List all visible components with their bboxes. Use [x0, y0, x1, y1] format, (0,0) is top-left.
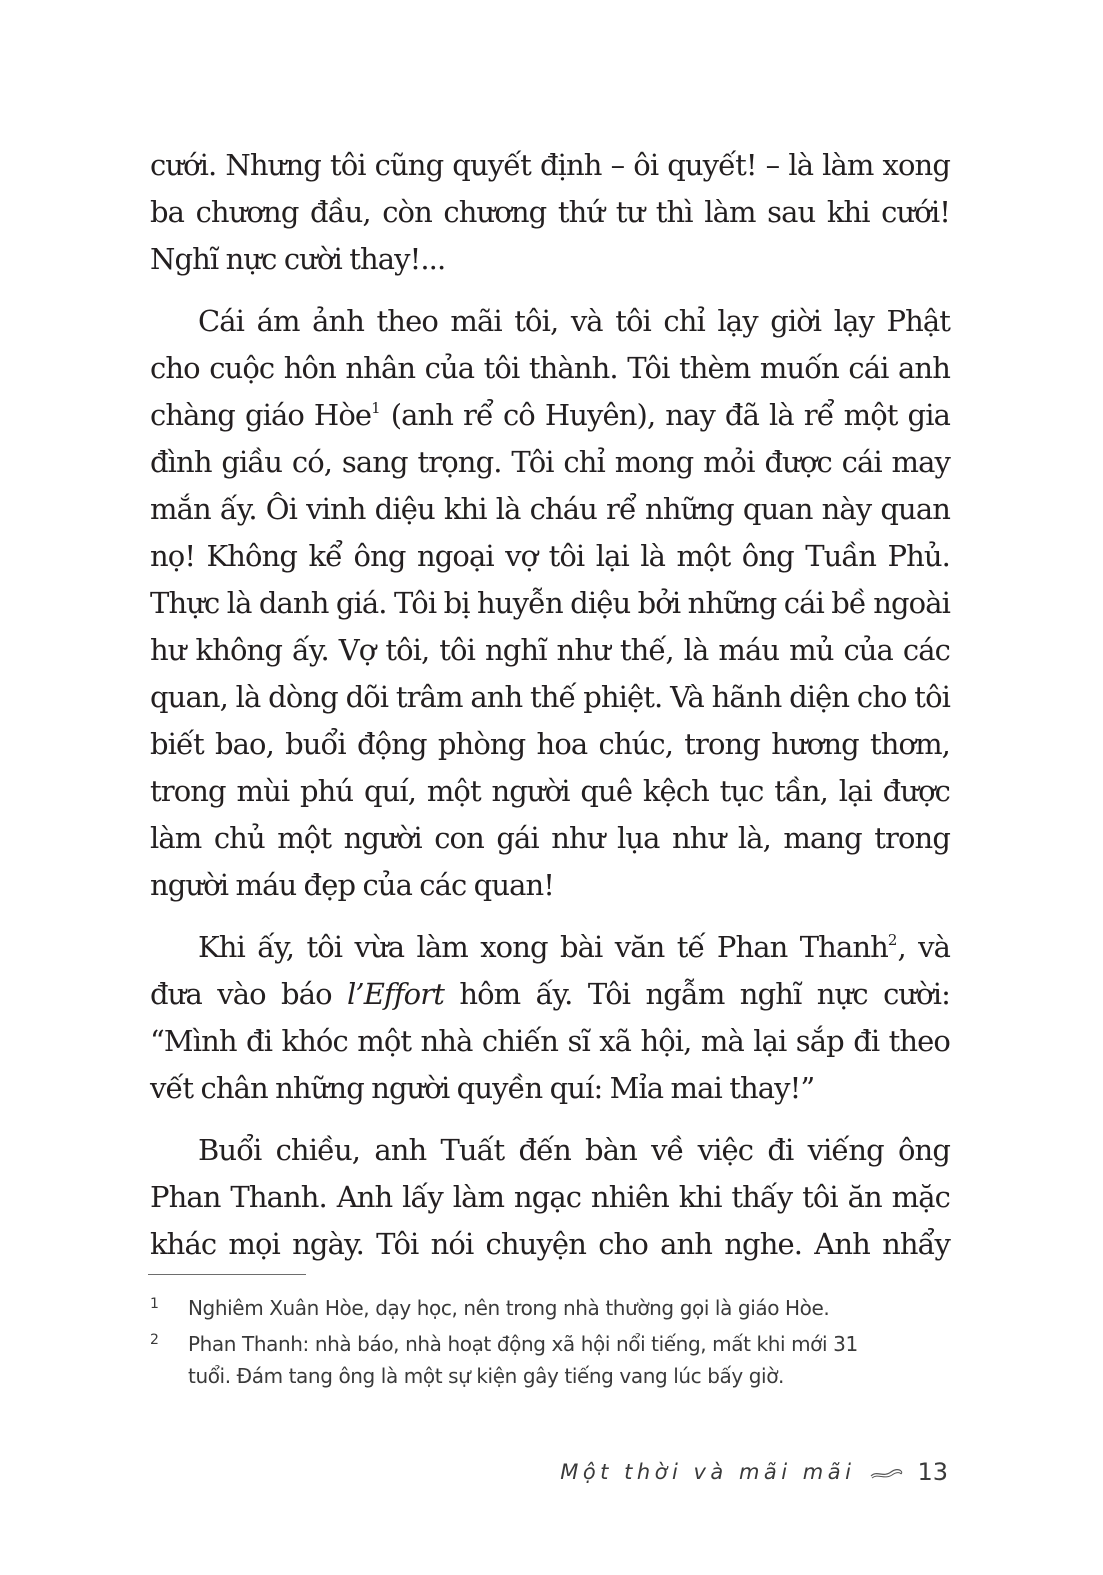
text-line: Thực là danh giá. Tôi bị huyễn diệu bởi những cái bề ngoài: [150, 586, 950, 620]
footnote-separator: [148, 1274, 306, 1275]
footnote-number: 1: [150, 1296, 159, 1312]
text-line: Cái ám ảnh theo mãi tôi, và tôi chỉ lạy giời lạy Phật: [198, 304, 950, 338]
text-line-with-footnote: [150, 924, 950, 971]
text-line: vết chân những người quyền quí: Mỉa mai thay!”: [150, 1071, 815, 1105]
text-segment: hôm ấy. Tôi ngẫm nghĩ nực cười:: [443, 977, 950, 1011]
footnote-text: Phan Thanh: nhà báo, nhà hoạt động xã hội nổi tiếng, mất khi mới 31: [188, 1332, 858, 1356]
text-line: mắn ấy. Ôi vinh diệu khi là cháu rể những quan này quan: [150, 492, 950, 526]
text-segment: Khi ấy, tôi vừa làm xong bài văn tế Phan Thanh: [198, 930, 888, 964]
text-line: Nghĩ nực cười thay!...: [150, 242, 446, 276]
text-line: biết bao, buổi động phòng hoa chúc, trong hương thơm,: [150, 727, 950, 761]
text-line: cho cuộc hôn nhân của tôi thành. Tôi thèm muốn cái anh: [150, 351, 950, 385]
text-line: ba chương đầu, còn chương thứ tư thì làm sau khi cưới!: [150, 195, 950, 229]
footnote-text: Nghiêm Xuân Hòe, dạy học, nên trong nhà thường gọi là giáo Hòe.: [188, 1296, 830, 1320]
page-number: 13: [917, 1458, 948, 1486]
footnote-text: tuổi. Đám tang ông là một sự kiện gây tiếng vang lúc bấy giờ.: [188, 1364, 785, 1388]
text-line: “Mình đi khóc một nhà chiến sĩ xã hội, mà lại sắp đi theo: [150, 1024, 950, 1058]
footnote-number: 2: [150, 1332, 159, 1348]
text-line: quan, là dòng dõi trâm anh thế phiệt. Và hãnh diện cho tôi: [150, 680, 950, 714]
paragraph-1: [150, 142, 950, 283]
text-line-with-italic: [150, 971, 950, 1018]
text-line: trong mùi phú quí, một người quê kệch tục tần, lại được: [150, 774, 950, 808]
footnote-ref-2[interactable]: 2: [887, 931, 898, 949]
scroll-ornament-icon: [869, 1465, 903, 1479]
text-segment: đưa vào báo: [150, 977, 348, 1011]
page-body: [150, 142, 950, 1283]
running-footer: [560, 1458, 948, 1486]
text-line-with-footnote: [150, 392, 950, 439]
text-line: làm chủ một người con gái như lụa như là, mang trong: [150, 821, 950, 855]
text-segment: (anh rể cô Huyên), nay đã là rể một gia: [390, 398, 950, 432]
text-line: đình giầu có, sang trọng. Tôi chỉ mong mỏi được cái may: [150, 445, 950, 479]
text-segment: , và: [897, 930, 950, 964]
text-segment: chàng giáo Hòe: [150, 398, 372, 432]
text-line: Phan Thanh. Anh lấy làm ngạc nhiên khi thấy tôi ăn mặc: [150, 1180, 950, 1214]
text-line: cưới. Nhưng tôi cũng quyết định – ôi quyết! – là làm xong: [150, 148, 950, 182]
text-line: người máu đẹp của các quan!: [150, 868, 555, 902]
paragraph-2: [150, 298, 950, 909]
footnote-2: [150, 1328, 950, 1392]
footnote-ref-1[interactable]: 1: [371, 399, 381, 417]
text-line: Buổi chiều, anh Tuất đến bàn về việc đi viếng ông: [198, 1133, 950, 1167]
paragraph-3: [150, 924, 950, 1112]
book-title: Một thời và mãi mãi: [560, 1460, 856, 1484]
text-line: khác mọi ngày. Tôi nói chuyện cho anh nghe. Anh nhẩy: [150, 1227, 950, 1261]
newspaper-title: l’Effort: [347, 977, 444, 1011]
text-line: hư không ấy. Vợ tôi, tôi nghĩ như thế, là máu mủ của các: [150, 633, 950, 667]
paragraph-4: [150, 1127, 950, 1268]
text-line: nọ! Không kể ông ngoại vợ tôi lại là một ông Tuần Phủ.: [150, 539, 950, 573]
footnote-1: [150, 1292, 950, 1324]
footnotes: [150, 1292, 950, 1396]
